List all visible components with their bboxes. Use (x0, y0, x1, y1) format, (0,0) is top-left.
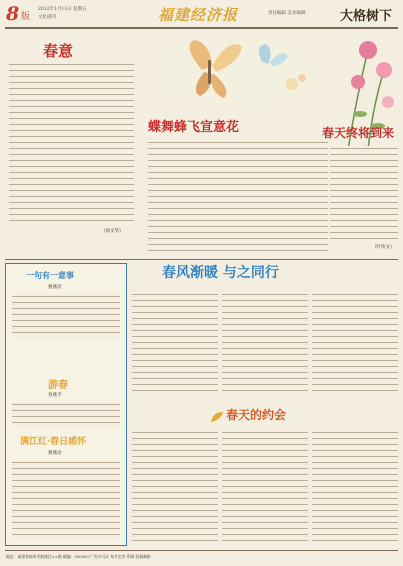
spring-date-leaf-icon (210, 408, 224, 420)
poem-3-author: 燕燕语 (48, 451, 62, 456)
poem-2-body (12, 402, 120, 426)
page-number: 8 (6, 3, 20, 25)
section-name: 大格树下 (340, 9, 393, 24)
spring-date-body-3 (312, 430, 398, 546)
poem-3-body (12, 460, 120, 540)
masthead (0, 0, 403, 28)
article-author: （徐文华） (101, 229, 124, 234)
poems-box (5, 263, 127, 546)
poem-2-author: 春燕平 (48, 393, 62, 398)
spring-waits-body-2 (232, 200, 326, 246)
poem-2-heading: 游春 (48, 380, 68, 391)
editor-line: 责任编辑 美术编辑 (268, 11, 306, 16)
paper-name: 福建经济报 (158, 6, 239, 24)
footer-rule (5, 550, 398, 551)
masthead-rule (5, 27, 398, 29)
footer-text: 地址：福建省福州市鼓楼区××路 邮编：350003 广告许可证 每月定价 印刷 投稿邮箱 (6, 554, 151, 559)
spring-date-body-2 (222, 430, 308, 546)
column-tag: 文化副刊 (38, 15, 56, 20)
spring-date-body-1 (132, 430, 218, 546)
poem-3-heading: 满江红·春日感怀 (20, 437, 87, 447)
spring-warm-title: 春风渐暖 与之同行 (162, 265, 279, 281)
page-label: 版 (21, 12, 31, 22)
poem-1-heading: 一句有一意事 (26, 270, 74, 280)
spring-warm-body-2 (222, 292, 308, 396)
spring-waits-title: 春天终将到来 (322, 126, 395, 140)
spring-waits-body (330, 146, 398, 242)
spring-warm-body-1 (132, 292, 218, 396)
spring-warm-body-3 (312, 292, 398, 396)
spring-waits-author: （叶欣文） (372, 245, 395, 250)
butterfly-illustration (142, 32, 327, 112)
article-body (9, 62, 134, 226)
spring-date-title: 春天的约会 (226, 408, 287, 422)
poem-1-body (12, 294, 120, 338)
date-line: 2012年1月13日 星期五 (38, 7, 87, 12)
section-divider (5, 259, 398, 260)
poem-1-author: 燕燕语 (48, 285, 62, 290)
article-chun-yi (5, 32, 138, 237)
article-title: 春意 (43, 42, 74, 60)
butterfly-title: 蝶舞蜂飞宣意花 (148, 120, 240, 135)
